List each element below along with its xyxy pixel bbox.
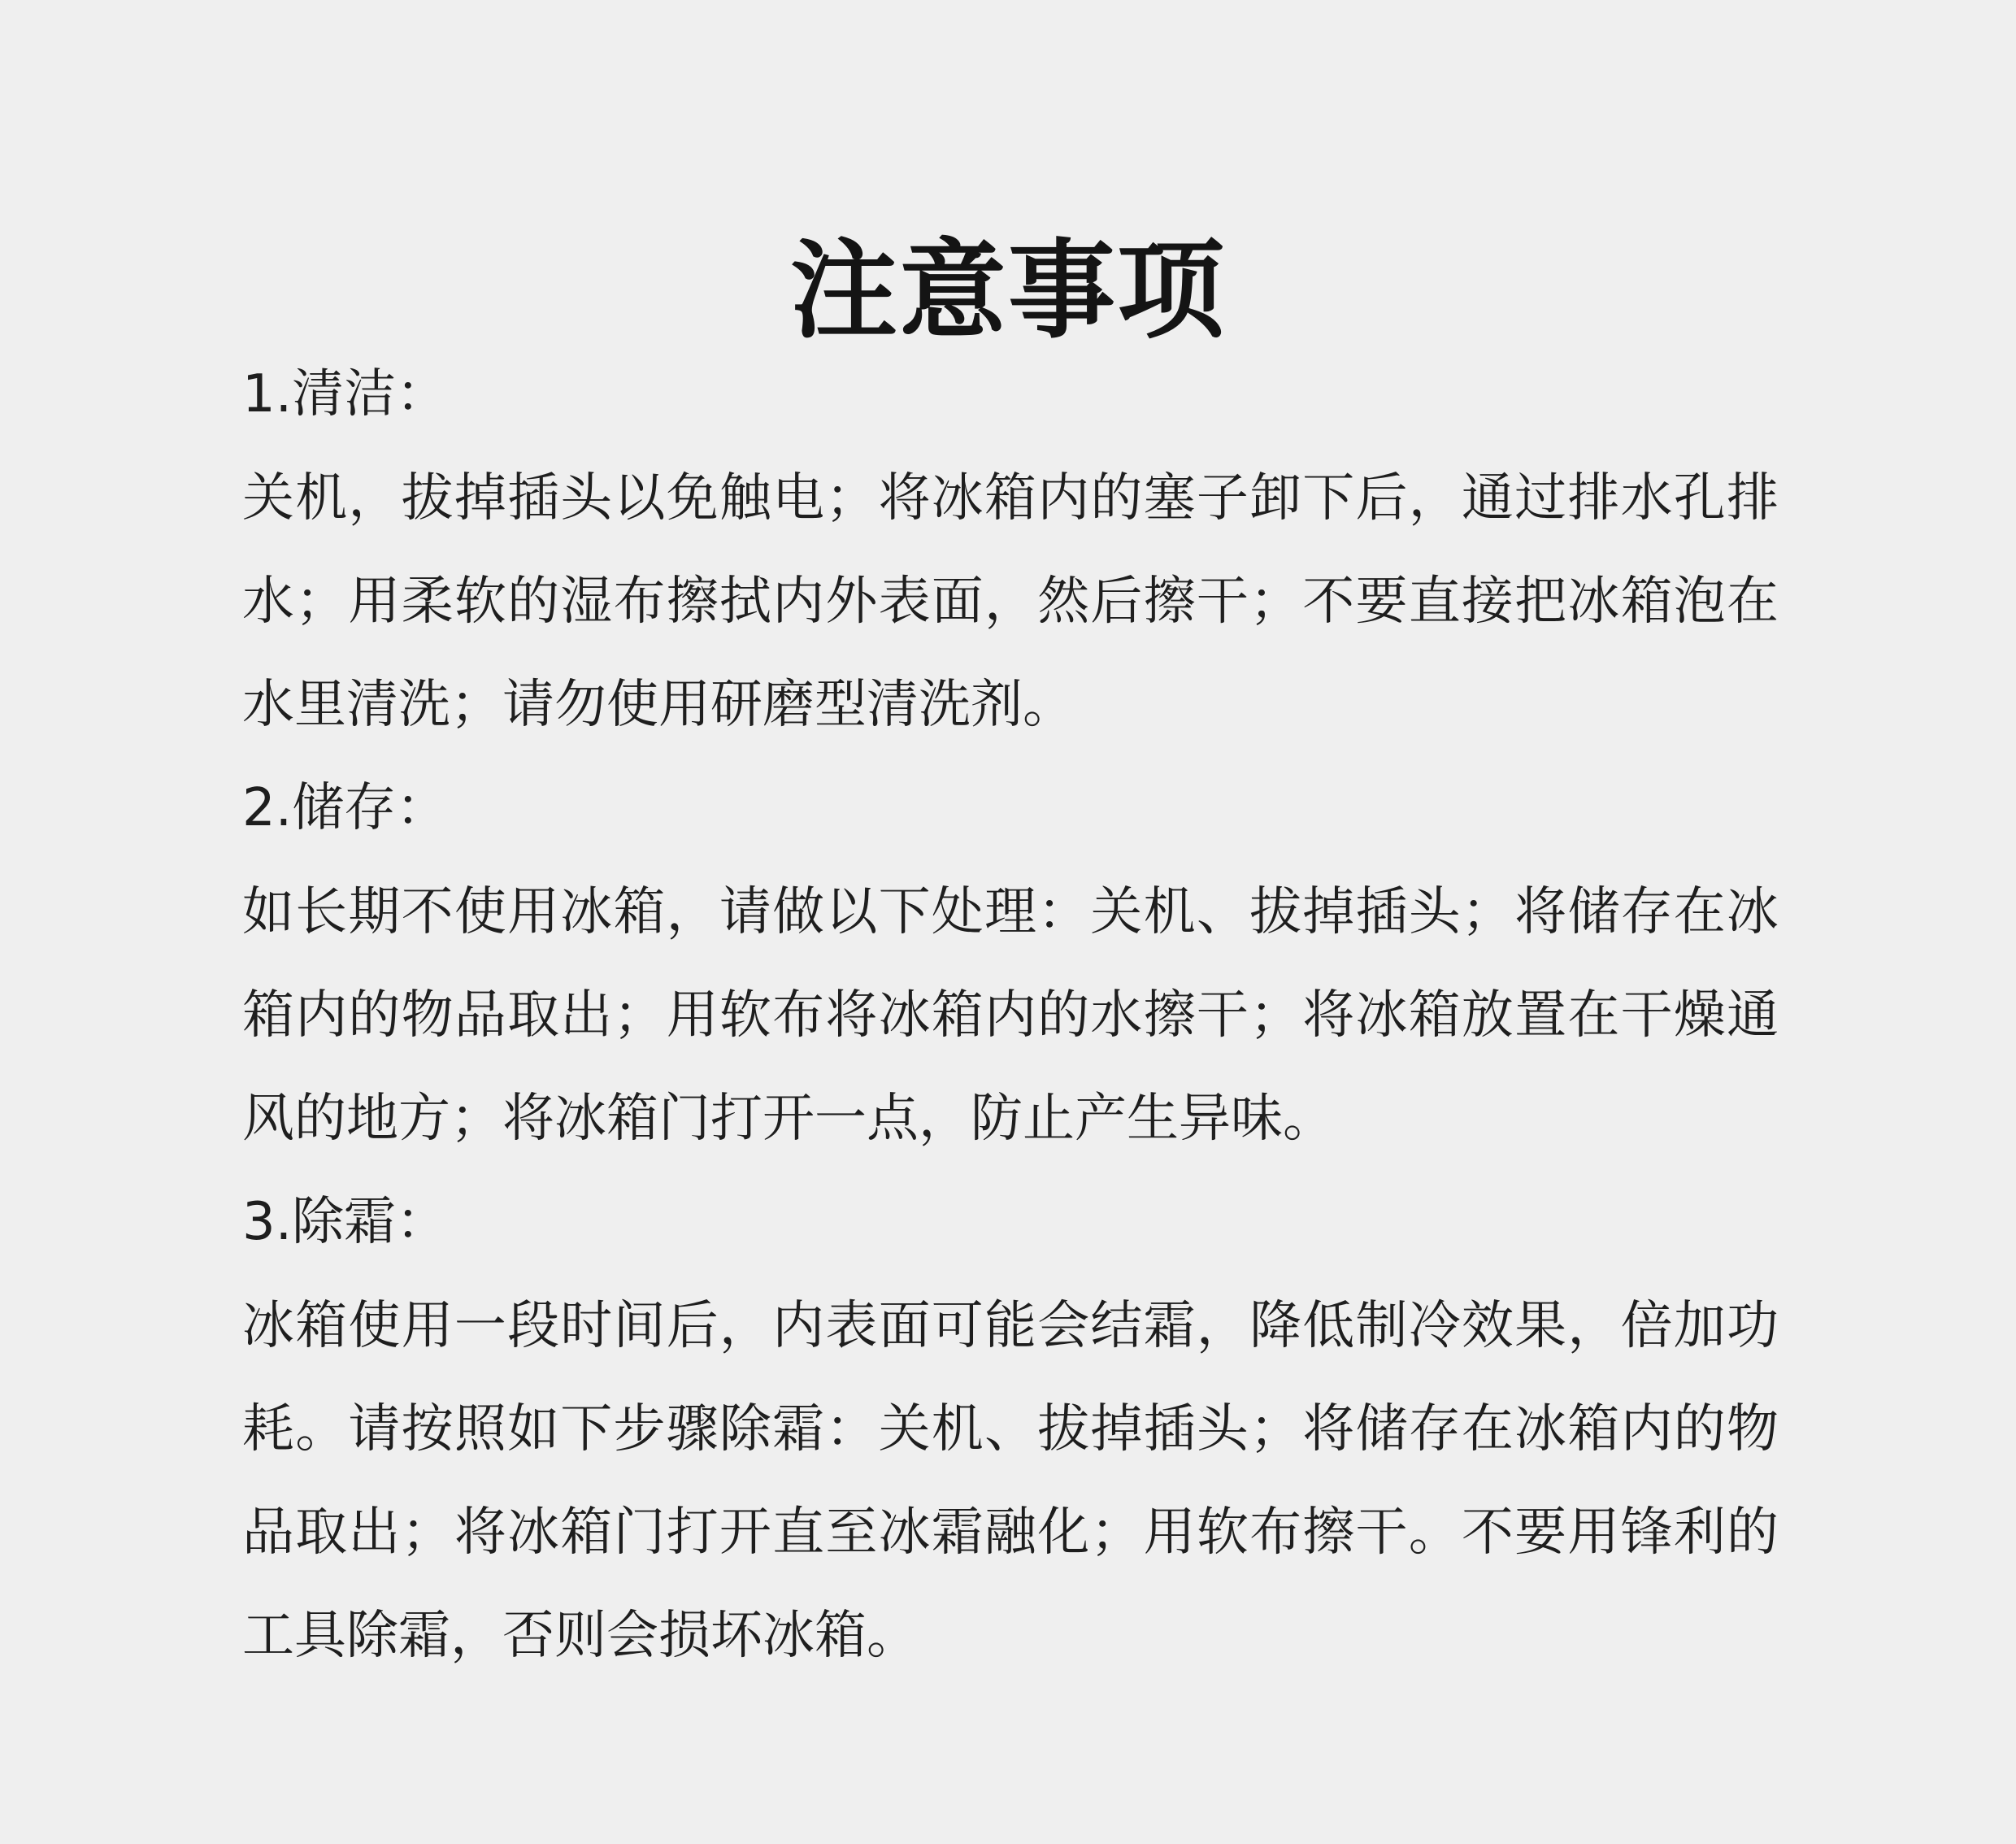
section-body: 如长期不使用冰箱，请做以下处理：关机、拔掉插头；将储存在冰箱内的物品取出；用软布将冰箱内的水擦干；将冰箱放置在干燥通风的地方；将冰箱门打开一点，防止产生异味。 xyxy=(242,882,1779,1149)
page-title: 注意事项 xyxy=(790,228,1226,354)
section-heading: 3.除霜： xyxy=(242,1192,449,1252)
notice-content xyxy=(242,354,1779,1699)
section-defrost xyxy=(242,1182,1779,1688)
section-cleaning xyxy=(242,354,1779,757)
section-heading: 2.储存： xyxy=(242,778,449,838)
section-storage xyxy=(242,768,1779,1171)
section-body: 冰箱使用一段时间后，内表面可能会结霜，降低制冷效果，倍加功耗。请按照如下步骤除霜：关机、拔掉插头；将储存在冰箱内的物品取出；将冰箱门打开直至冰霜融化；用软布擦干。不要用锋利的工具除霜，否则会损坏冰箱。 xyxy=(242,1296,1779,1666)
section-heading: 1.清洁： xyxy=(242,364,449,424)
section-body: 关机，拔掉插头以免触电；将冰箱内的塞子卸下后，通过排水孔排水；用柔软的湿布擦拭内外表面，然后擦干；不要直接把冰箱泡在水里清洗；请勿使用研磨型清洗剂。 xyxy=(242,468,1779,735)
